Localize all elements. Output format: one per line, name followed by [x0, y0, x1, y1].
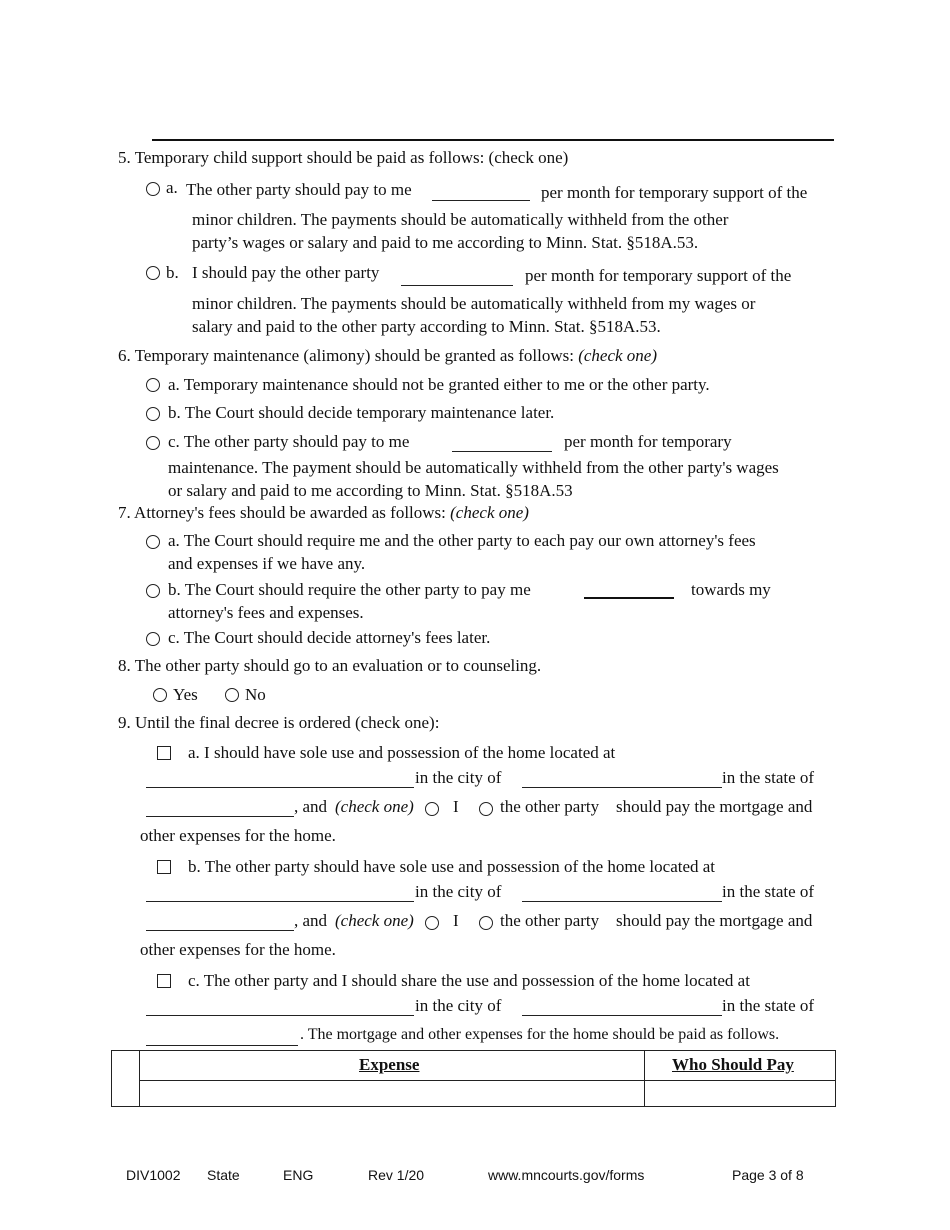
top-rule — [152, 139, 834, 141]
s5-option-b-label: b. — [166, 263, 179, 282]
s9b-city-field[interactable] — [522, 901, 722, 902]
s7-option-a-radio[interactable] — [146, 535, 160, 549]
s9b-payer-other-label: the other party — [500, 911, 600, 930]
s9b-payer-me-radio[interactable] — [425, 916, 439, 930]
s9b-address-field[interactable] — [146, 901, 414, 902]
s9-option-c-text: c. The other party and I should share the use and possession of the home located at — [188, 971, 750, 990]
s9b-and: , and — [294, 911, 328, 930]
s6-option-c-line3: or salary and paid to me according to Minn. Stat. §518A.53 — [168, 481, 573, 500]
s8-yes-label: Yes — [173, 685, 198, 704]
s6-heading-text: 6. Temporary maintenance (alimony) should be granted as follows: — [118, 346, 574, 365]
footer-language: ENG — [283, 1167, 314, 1183]
s9b-pay-text: should pay the mortgage and — [616, 911, 813, 930]
footer-revision: Rev 1/20 — [368, 1167, 425, 1183]
s6-option-c-radio[interactable] — [146, 436, 160, 450]
s9a-payer-other-label: the other party — [500, 797, 600, 816]
s5-option-a-line3: party’s wages or salary and paid to me according to Minn. Stat. §518A.53. — [192, 233, 699, 252]
s6-check-one: (check one) — [578, 346, 658, 365]
table-row-expense-cell[interactable] — [140, 1081, 644, 1105]
s9a-other-expenses: other expenses for the home. — [140, 826, 336, 845]
s9b-state-label: in the state of — [722, 882, 815, 901]
s9b-check-one: (check one) — [335, 911, 414, 930]
s6-option-c-text2: per month for temporary — [564, 432, 732, 451]
s5-option-b-text: I should pay the other party — [192, 263, 380, 282]
s7-option-c-radio[interactable] — [146, 632, 160, 646]
s6-option-a-text: a. Temporary maintenance should not be granted either to me or the other party. — [168, 375, 710, 394]
section-5-heading: 5. Temporary child support should be paid as follows: (check one) — [118, 148, 569, 167]
s5-option-a-text: The other party should pay to me — [186, 180, 412, 199]
s8-yes-radio[interactable] — [153, 688, 167, 702]
s7-b-amount-field[interactable] — [584, 597, 674, 599]
s9a-address-field[interactable] — [146, 787, 414, 788]
s9-option-a-text: a. I should have sole use and possession of the home located at — [188, 743, 616, 762]
s5-option-b-line2: minor children. The payments should be automatically withheld from my wages or — [192, 294, 756, 313]
s6-option-a-radio[interactable] — [146, 378, 160, 392]
s9a-and: , and — [294, 797, 328, 816]
s5-option-a-label: a. — [166, 178, 178, 197]
s9-option-b-checkbox[interactable] — [157, 860, 171, 874]
s5-option-a-line2: minor children. The payments should be automatically withheld from the other — [192, 210, 729, 229]
s9-option-a-checkbox[interactable] — [157, 746, 171, 760]
s7-option-b-line2: attorney's fees and expenses. — [168, 603, 364, 622]
s6-c-amount-field[interactable] — [452, 451, 552, 452]
s7-option-b-radio[interactable] — [146, 584, 160, 598]
s9c-follow-text: . The mortgage and other expenses for the home should be paid as follows. — [300, 1026, 780, 1043]
s9c-city-label: in the city of — [415, 996, 502, 1015]
s9a-check-one: (check one) — [335, 797, 414, 816]
s9-option-b-text: b. The other party should have sole use and possession of the home located at — [188, 857, 716, 876]
s6-option-c-line2: maintenance. The payment should be automatically withheld from the other party's wages — [168, 458, 779, 477]
s6-option-c-text: c. The other party should pay to me — [168, 432, 410, 451]
s9a-state-label: in the state of — [722, 768, 815, 787]
s6-option-b-radio[interactable] — [146, 407, 160, 421]
table-row-who-cell[interactable] — [645, 1081, 835, 1105]
s5-option-b-line3: salary and paid to the other party according to Minn. Stat. §518A.53. — [192, 317, 661, 336]
s9b-city-label: in the city of — [415, 882, 502, 901]
section-7-heading — [118, 503, 529, 523]
col-who-should-pay-header: Who Should Pay — [672, 1055, 794, 1074]
s9b-state-field[interactable] — [146, 930, 294, 931]
expense-table — [111, 1050, 836, 1107]
s7-check-one: (check one) — [450, 503, 529, 522]
s9a-payer-me-label: I — [453, 797, 459, 816]
col-expense-header: Expense — [359, 1055, 420, 1074]
s9a-payer-me-radio[interactable] — [425, 802, 439, 816]
s7-option-a-line2: and expenses if we have any. — [168, 554, 366, 573]
s8-no-radio[interactable] — [225, 688, 239, 702]
s5-option-b-radio[interactable] — [146, 266, 160, 280]
s9b-other-expenses: other expenses for the home. — [140, 940, 336, 959]
s8-no-label: No — [245, 685, 266, 704]
s9a-state-field[interactable] — [146, 816, 294, 817]
footer-url[interactable]: www.mncourts.gov/forms — [488, 1167, 645, 1183]
s9-option-c-checkbox[interactable] — [157, 974, 171, 988]
s5-a-amount-field[interactable] — [432, 200, 530, 201]
section-9-heading: 9. Until the final decree is ordered (check one): — [118, 713, 440, 732]
s9b-payer-me-label: I — [453, 911, 459, 930]
footer-page-number: Page 3 of 8 — [732, 1167, 804, 1183]
section-8-heading: 8. The other party should go to an evaluation or to counseling. — [118, 656, 542, 675]
s5-option-b-text2: per month for temporary support of the — [525, 266, 792, 285]
s9a-pay-text: should pay the mortgage and — [616, 797, 813, 816]
s6-option-b-text: b. The Court should decide temporary maintenance later. — [168, 403, 555, 422]
s9c-address-field[interactable] — [146, 1015, 414, 1016]
s9a-city-field[interactable] — [522, 787, 722, 788]
s5-option-a-text2: per month for temporary support of the — [541, 183, 808, 202]
s5-option-a-radio[interactable] — [146, 182, 160, 196]
s7-heading-text: 7. Attorney's fees should be awarded as follows: — [118, 503, 446, 522]
s5-b-amount-field[interactable] — [401, 285, 513, 286]
s7-option-b-text2: towards my — [691, 580, 771, 599]
footer-state: State — [207, 1167, 240, 1183]
s9c-state-label: in the state of — [722, 996, 815, 1015]
s9b-payer-other-radio[interactable] — [479, 916, 493, 930]
s9a-city-label: in the city of — [415, 768, 502, 787]
s7-option-b-text: b. The Court should require the other party to pay me — [168, 580, 531, 599]
s9c-state-field[interactable] — [146, 1045, 298, 1046]
s7-option-a-line1: a. The Court should require me and the other party to each pay our own attorney's fees — [168, 531, 756, 550]
s9c-city-field[interactable] — [522, 1015, 722, 1016]
section-6-heading — [118, 346, 657, 366]
s7-option-c-text: c. The Court should decide attorney's fees later. — [168, 628, 491, 647]
footer-form-number: DIV1002 — [126, 1167, 181, 1183]
s9a-payer-other-radio[interactable] — [479, 802, 493, 816]
